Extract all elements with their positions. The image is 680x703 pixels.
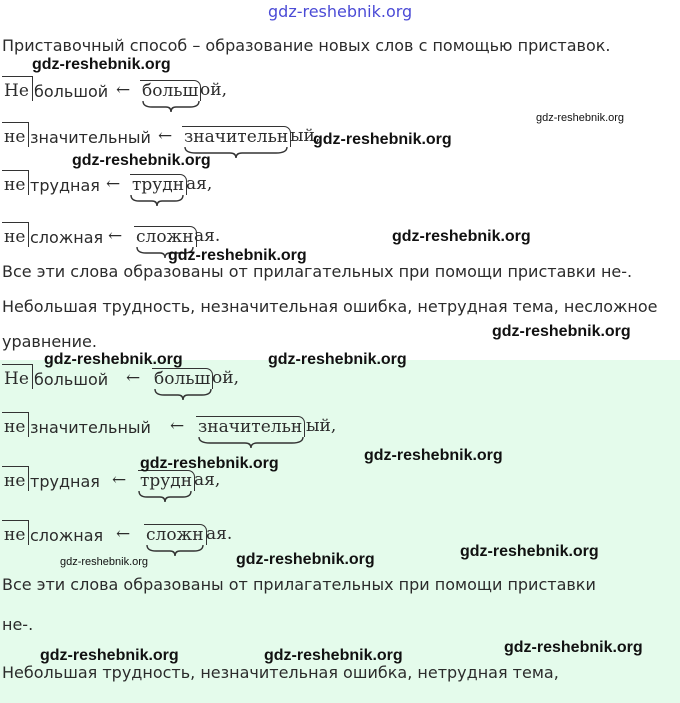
base-stem: значительн xyxy=(196,416,305,437)
watermark: gdz-reshebnik.org xyxy=(236,551,375,568)
watermark: gdz-reshebnik.org xyxy=(72,152,211,169)
arrow-icon: ← xyxy=(116,80,131,100)
prefix-mark: не xyxy=(2,170,29,195)
brace-icon xyxy=(146,544,204,558)
watermark: gdz-reshebnik.org xyxy=(60,556,149,568)
conclusion-text: Все эти слова образованы от прилагательных при помощи приставки не-. xyxy=(2,262,633,281)
brace-icon xyxy=(130,194,184,208)
prefix-mark: не xyxy=(2,122,29,147)
conclusion-text: Все эти слова образованы от прилагательных при помощи приставки xyxy=(2,575,596,594)
brace-icon xyxy=(138,490,192,504)
derived-word: большой xyxy=(34,370,109,389)
conclusion-text-continued: не-. xyxy=(2,615,34,634)
derived-word: сложная xyxy=(30,228,104,247)
prefix-mark: Не xyxy=(2,76,33,101)
derived-word: сложная xyxy=(30,526,104,545)
derived-word: значительный xyxy=(30,128,151,147)
watermark: gdz-reshebnik.org xyxy=(32,56,171,73)
watermark: gdz-reshebnik.org xyxy=(492,323,631,340)
arrow-icon: ← xyxy=(116,524,131,544)
watermark: gdz-reshebnik.org xyxy=(504,639,643,656)
base-stem: сложн xyxy=(144,524,207,545)
word-ending: ой, xyxy=(200,80,227,100)
word-ending: ая, xyxy=(186,174,213,194)
base-stem: больш xyxy=(152,368,213,389)
word-ending: ой, xyxy=(212,368,239,388)
brace-icon xyxy=(154,388,212,402)
watermark: gdz-reshebnik.org xyxy=(536,112,625,124)
arrow-icon: ← xyxy=(112,470,127,490)
derived-word: трудная xyxy=(30,472,100,491)
watermark: gdz-reshebnik.org xyxy=(392,228,531,245)
derived-word: большой xyxy=(34,82,109,101)
arrow-icon: ← xyxy=(158,126,173,146)
watermark: gdz-reshebnik.org xyxy=(140,455,279,472)
site-watermark-header: gdz-reshebnik.org xyxy=(268,2,413,21)
phrases-text: Небольшая трудность, незначительная ошибка, нетрудная тема, xyxy=(2,663,559,682)
watermark: gdz-reshebnik.org xyxy=(44,351,183,368)
base-stem: трудн xyxy=(130,174,187,195)
word-ending: ый, xyxy=(306,416,337,436)
prefix-mark: не xyxy=(2,520,29,545)
prefix-mark: не xyxy=(2,412,29,437)
word-ending: ая, xyxy=(194,470,221,490)
watermark: gdz-reshebnik.org xyxy=(460,543,599,560)
brace-icon xyxy=(198,436,304,450)
watermark: gdz-reshebnik.org xyxy=(168,247,307,264)
arrow-icon: ← xyxy=(108,226,123,246)
word-ending: ая. xyxy=(206,524,233,544)
arrow-icon: ← xyxy=(106,174,121,194)
base-stem: трудн xyxy=(138,470,195,491)
phrases-text-continued: уравнение. xyxy=(2,332,97,351)
prefix-mark: Не xyxy=(2,364,33,389)
watermark: gdz-reshebnik.org xyxy=(313,131,452,148)
brace-icon xyxy=(142,100,200,114)
base-stem: значительн xyxy=(182,126,291,147)
arrow-icon: ← xyxy=(170,416,185,436)
watermark: gdz-reshebnik.org xyxy=(40,647,179,664)
watermark: gdz-reshebnik.org xyxy=(264,647,403,664)
watermark: gdz-reshebnik.org xyxy=(364,447,503,464)
base-stem: сложн xyxy=(134,226,197,247)
word-ending: ая. xyxy=(194,226,221,246)
derived-word: трудная xyxy=(30,176,100,195)
base-stem: больш xyxy=(140,80,201,101)
arrow-icon: ← xyxy=(126,368,141,388)
word-ending: ый, xyxy=(290,126,321,146)
prefix-mark: не xyxy=(2,466,29,491)
phrases-text: Небольшая трудность, незначительная ошибка, нетрудная тема, несложное xyxy=(2,297,658,316)
derived-word: значительный xyxy=(30,418,151,437)
intro-text: Приставочный способ – образование новых слов с помощью приставок. xyxy=(2,36,611,55)
watermark: gdz-reshebnik.org xyxy=(268,351,407,368)
prefix-mark: не xyxy=(2,222,29,247)
